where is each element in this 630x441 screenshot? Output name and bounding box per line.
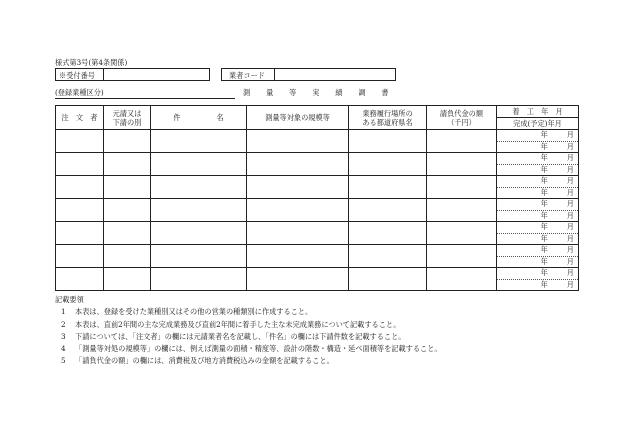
cell-client[interactable]	[56, 245, 104, 268]
cell-location[interactable]	[349, 268, 427, 291]
year-label: 年	[540, 222, 548, 232]
registered-category-label: (登録業種区分)	[55, 88, 104, 97]
cell-location[interactable]	[349, 245, 427, 268]
month-label: 月	[566, 279, 574, 289]
year-label: 年	[540, 256, 548, 266]
year-label: 年	[540, 245, 548, 255]
cell-contract-type[interactable]	[104, 245, 151, 268]
cell-project-name[interactable]	[151, 222, 247, 245]
cell-amount[interactable]	[427, 153, 497, 176]
year-label: 年	[540, 130, 548, 140]
date-start[interactable]	[497, 153, 578, 165]
cell-scale[interactable]	[247, 176, 349, 199]
table-row	[56, 268, 579, 291]
notes-heading: 記載要領	[55, 295, 84, 304]
cell-location[interactable]	[349, 130, 427, 153]
cell-contract-type[interactable]	[104, 268, 151, 291]
note-item	[55, 319, 442, 331]
cell-location[interactable]	[349, 153, 427, 176]
cell-dates[interactable]	[497, 268, 579, 291]
cell-dates[interactable]	[497, 222, 579, 245]
cell-client[interactable]	[56, 176, 104, 199]
month-label: 月	[566, 130, 574, 140]
cell-contract-type[interactable]	[104, 153, 151, 176]
note-text: 「請負代金の額」の欄には、消費税及び地方消費税込みの金額を記載すること。	[75, 356, 334, 366]
date-start[interactable]	[497, 245, 578, 257]
cell-scale[interactable]	[247, 245, 349, 268]
year-label: 年	[540, 210, 548, 220]
cell-contract-type[interactable]	[104, 222, 151, 245]
cell-project-name[interactable]	[151, 130, 247, 153]
year-label: 年	[540, 233, 548, 243]
month-label: 月	[566, 187, 574, 197]
cell-amount[interactable]	[427, 222, 497, 245]
note-item	[55, 355, 442, 367]
cell-amount[interactable]	[427, 176, 497, 199]
cell-dates[interactable]	[497, 199, 579, 222]
cell-client[interactable]	[56, 153, 104, 176]
business-code-field[interactable]	[221, 68, 396, 81]
month-label: 月	[566, 141, 574, 151]
date-start[interactable]	[497, 268, 578, 280]
header-completion: 完成(予定)年月	[497, 118, 579, 130]
note-text: 下請については、「注文者」の欄には元請業者名を記載し、「件名」の欄には下請件数を記載すること。	[75, 331, 406, 341]
note-text: 本表は、直前2年間の主な完成業務及び直前2年間に着手した主な未完成業務について記載すること。	[75, 319, 401, 329]
cell-contract-type[interactable]	[104, 199, 151, 222]
cell-project-name[interactable]	[151, 199, 247, 222]
year-label: 年	[540, 279, 548, 289]
header-amount: 請負代金の額 （千円）	[427, 106, 497, 130]
header-start: 着 工 年 月	[497, 106, 579, 118]
date-completion[interactable]	[497, 142, 578, 153]
month-label: 月	[566, 176, 574, 186]
date-start[interactable]	[497, 176, 578, 188]
date-start[interactable]	[497, 130, 578, 142]
table-row	[56, 153, 579, 176]
date-completion[interactable]	[497, 188, 578, 199]
month-label: 月	[566, 256, 574, 266]
performance-table	[55, 105, 579, 291]
cell-client[interactable]	[56, 222, 104, 245]
cell-project-name[interactable]	[151, 245, 247, 268]
cell-scale[interactable]	[247, 130, 349, 153]
note-number: 3	[61, 331, 66, 341]
cell-location[interactable]	[349, 176, 427, 199]
cell-contract-type[interactable]	[104, 176, 151, 199]
header-location: 業務履行場所の ある都道府県名	[349, 106, 427, 130]
cell-amount[interactable]	[427, 268, 497, 291]
cell-scale[interactable]	[247, 153, 349, 176]
month-label: 月	[566, 268, 574, 278]
table-row	[56, 222, 579, 245]
year-label: 年	[540, 153, 548, 163]
note-number: 5	[61, 356, 66, 366]
date-start[interactable]	[497, 222, 578, 234]
header-project-name: 件 名	[151, 106, 247, 130]
date-completion[interactable]	[497, 280, 578, 291]
cell-contract-type[interactable]	[104, 130, 151, 153]
cell-location[interactable]	[349, 199, 427, 222]
cell-project-name[interactable]	[151, 153, 247, 176]
business-code-label: 業者コード	[229, 70, 265, 80]
note-number: 4	[61, 344, 66, 354]
year-label: 年	[540, 268, 548, 278]
date-start[interactable]	[497, 199, 578, 211]
header-scale: 測量等対象の規模等	[247, 106, 349, 130]
date-completion[interactable]	[497, 234, 578, 245]
year-label: 年	[540, 187, 548, 197]
month-label: 月	[566, 199, 574, 209]
note-text: 本表は、登録を受けた業種別又はその他の営業の種類別に作成すること。	[75, 307, 313, 317]
table-row	[56, 176, 579, 199]
cell-client[interactable]	[56, 130, 104, 153]
cell-client[interactable]	[56, 199, 104, 222]
cell-location[interactable]	[349, 222, 427, 245]
month-label: 月	[566, 210, 574, 220]
note-item	[55, 343, 442, 355]
table-row	[56, 130, 579, 153]
table-row	[56, 199, 579, 222]
cell-scale[interactable]	[247, 268, 349, 291]
year-label: 年	[540, 164, 548, 174]
cell-dates[interactable]	[497, 245, 579, 268]
cell-amount[interactable]	[427, 245, 497, 268]
cell-dates[interactable]	[497, 130, 579, 153]
month-label: 月	[566, 222, 574, 232]
reception-number-field[interactable]	[55, 68, 210, 81]
notes-section	[55, 294, 442, 368]
form-id: 様式第3号(第4条関係)	[55, 58, 128, 67]
year-label: 年	[540, 176, 548, 186]
cell-client[interactable]	[56, 268, 104, 291]
cell-scale[interactable]	[247, 199, 349, 222]
cell-project-name[interactable]	[151, 176, 247, 199]
cell-dates[interactable]	[497, 153, 579, 176]
note-text: 「測量等対処の規模等」の欄には、例えば測量の面積・精度等、設計の階数・構造・延べ面積等を記載すること。	[75, 344, 442, 354]
year-label: 年	[540, 141, 548, 151]
date-completion[interactable]	[497, 257, 578, 268]
note-number: 2	[61, 319, 66, 329]
cell-dates[interactable]	[497, 176, 579, 199]
notes-list	[55, 306, 442, 367]
cell-amount[interactable]	[427, 130, 497, 153]
cell-amount[interactable]	[427, 199, 497, 222]
header-contract-type: 元請又は 下請の別	[104, 106, 151, 130]
date-completion[interactable]	[497, 165, 578, 176]
month-label: 月	[566, 233, 574, 243]
month-label: 月	[566, 245, 574, 255]
cell-scale[interactable]	[247, 222, 349, 245]
note-number: 1	[61, 307, 66, 317]
year-label: 年	[540, 199, 548, 209]
month-label: 月	[566, 164, 574, 174]
header-client: 注 文 者	[56, 106, 104, 130]
note-item	[55, 331, 442, 343]
reception-number-label: ※受付番号	[59, 70, 95, 80]
date-completion[interactable]	[497, 211, 578, 222]
registered-category-underline	[55, 98, 235, 99]
month-label: 月	[566, 153, 574, 163]
table-row	[56, 245, 579, 268]
cell-project-name[interactable]	[151, 268, 247, 291]
note-item	[55, 306, 442, 318]
form-title: 測 量 等 実 績 調 書	[243, 88, 390, 97]
